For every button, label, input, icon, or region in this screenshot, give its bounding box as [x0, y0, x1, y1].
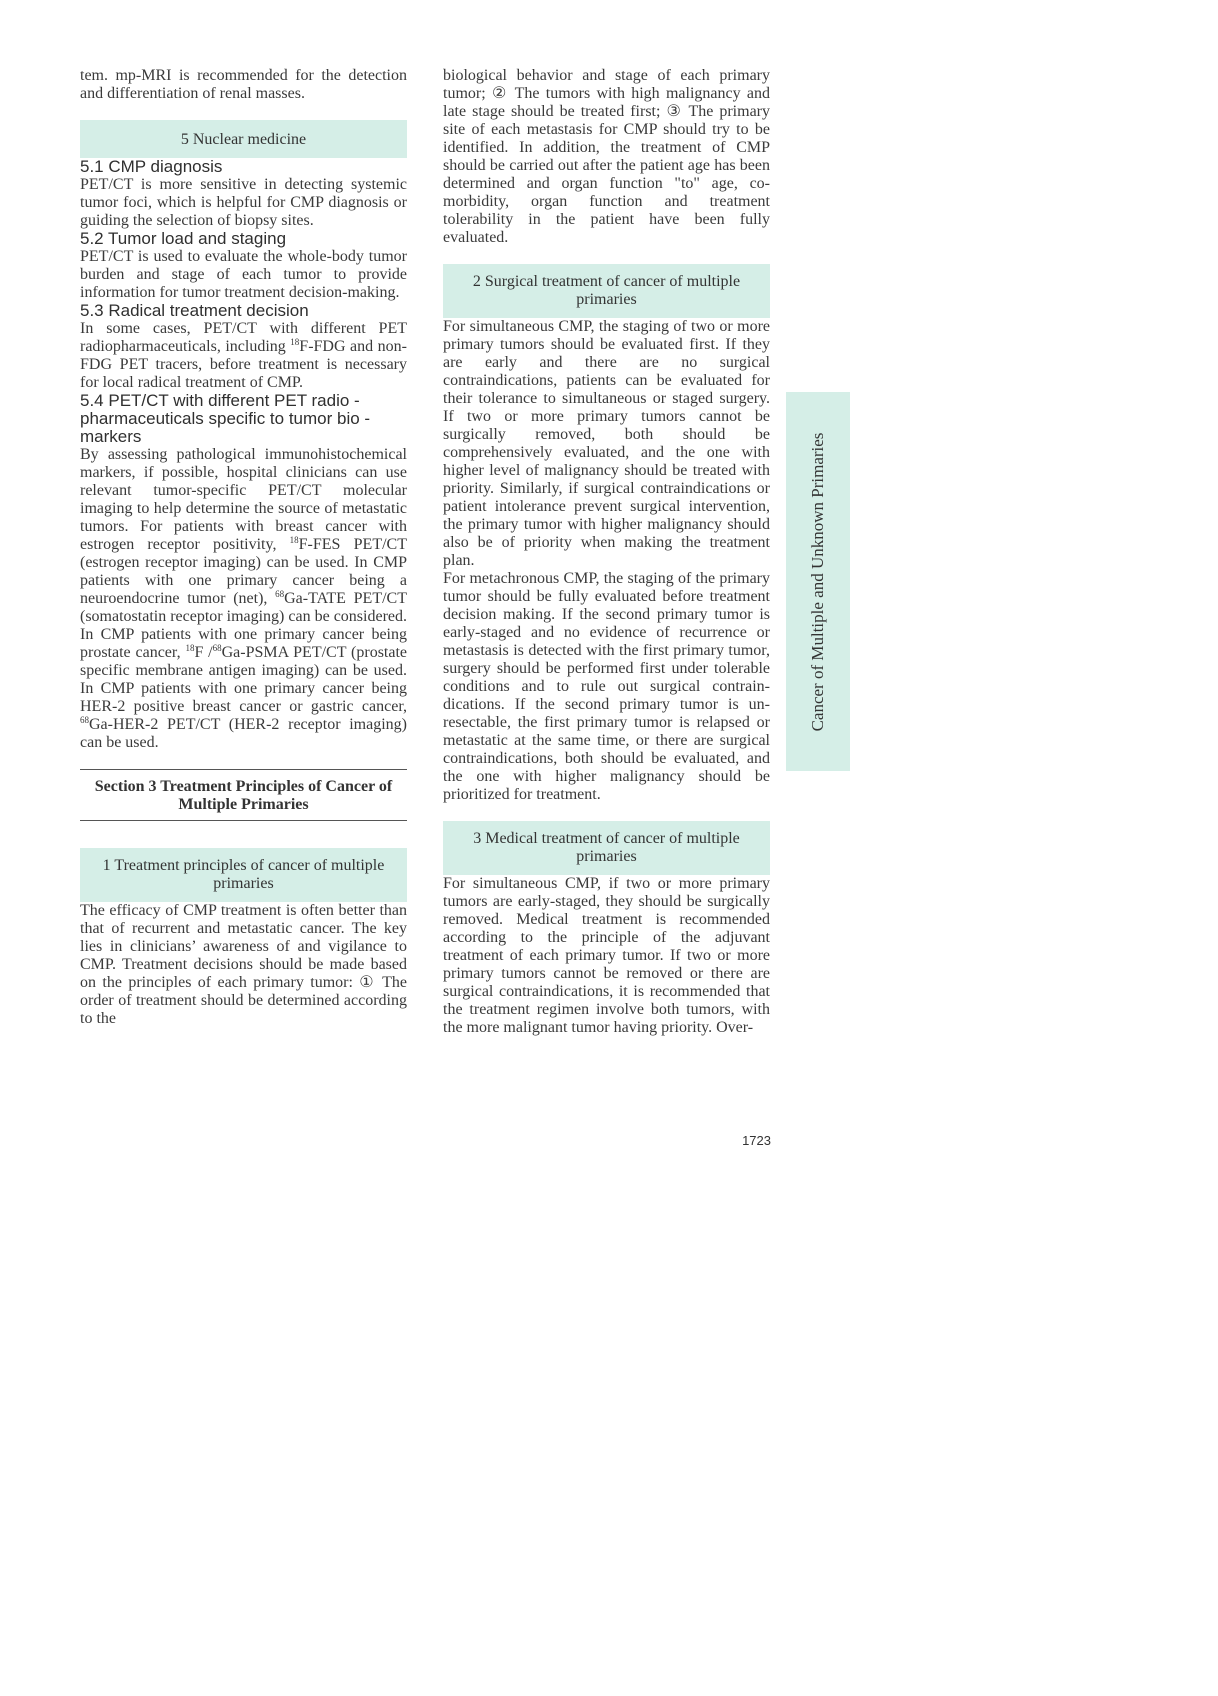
- continued-paragraph: biological behavior and stage of each primary tumor; ② The tumors with high malignancy and late stage should be treated first; ③ The primary site of each metastasis for CMP should try to be identified. In addition, the treatment of CMP should be carried out after the patient age has been determined and organ function "to" age, co-morbidity, organ function and treatment tolerability in the patient have been fully evaluated.: [443, 67, 770, 246]
- isotope-superscript: 18: [289, 535, 299, 545]
- text-run: Ga-TATE PET/CT (somatostatin receptor imaging) can be considered. In CMP patients with one primary cancer being prostate cancer,: [80, 590, 407, 661]
- treatment-principles-text: The efficacy of CMP treatment is often better than that of recurrent and metastatic cancer. The key lies in clinicians’ awareness of and vigilance to CMP. Treatment decisions should be made based on the principles of each primary tumor: ① The order of treatment should be determined according to the: [80, 902, 407, 1027]
- intro-paragraph: tem. mp-MRI is recommended for the detection and differentiation of renal masses.: [80, 67, 407, 102]
- surgical-simultaneous-text: For simultaneous CMP, the staging of two or more primary tumors should be evaluated first. If they are early and there are no surgical contraindications, patients can be evaluated for their tolerance to simultaneous or staged surgery. If two or more primary tumors cannot be surgically removed, both should be comprehensively evaluated, and the one with higher level of malignancy should be treated with priority. Similarly, if surgical contraindications or patient intolerance prevent surgical intervention, the primary tumor with higher malignancy should also be of priority when making the treatment plan.: [443, 318, 770, 569]
- subsection-5-2-title: 5.2 Tumor load and staging: [80, 229, 287, 248]
- surgical-metachronous-text: For metachronous CMP, the staging of the primary tumor should be fully evaluated before treatment decision making. If the second primary tumor is early-staged and no evidence of recurrence or metastasis is detected with the first primary tumor, surgery should be performed first under tolerable conditions and to rule out surgical contraindications. If the second primary tumor is unresectable, the first primary tumor is relapsed or metastatic at the same time, or there are surgical contraindications, both should be evaluated, and the one with higher malignancy should be prioritized for treatment.: [443, 570, 770, 803]
- text-run: F-FES PET/CT (estrogen receptor imaging) can be used. In CMP patients with one primary cancer being a neuroendocrine tumor (net),: [80, 536, 407, 607]
- subsection-5-3-title: 5.3 Radical treatment decision: [80, 301, 309, 320]
- subsection-5-1-title: 5.1 CMP diagnosis: [80, 157, 223, 176]
- subsection-5-3-text: [80, 320, 407, 392]
- left-column: [80, 67, 407, 1028]
- running-side-tab: [786, 392, 850, 771]
- text-run: Ga-HER-2 PET/CT (HER-2 receptor imaging) can be used.: [80, 716, 407, 751]
- isotope-superscript: 68: [275, 589, 285, 599]
- surgical-treatment-heading: 2 Surgical treatment of cancer of multiple primaries: [443, 264, 770, 318]
- side-tab-label: Cancer of Multiple and Unknown Primaries: [808, 432, 827, 731]
- text-run: F-FDG and non-FDG PET tracers, before treatment is necessary for local radical treatment of CMP.: [80, 338, 407, 391]
- nuclear-medicine-heading: 5 Nuclear medicine: [80, 120, 407, 158]
- section-3-heading: Section 3 Treatment Principles of Cancer of Multiple Primaries: [80, 769, 407, 821]
- medical-treatment-heading: 3 Medical treatment of cancer of multiple primaries: [443, 821, 770, 875]
- text-run: In some cases, PET/CT with different PET radiopharmaceuticals, including: [80, 320, 407, 355]
- page-number: 1723: [742, 1133, 771, 1148]
- subsection-5-4-text: [80, 446, 407, 752]
- text-run: By assessing pathological immunohistochemical markers, if possible, hospital clinicians can use relevant tumor-specific PET/CT molecular imaging to help determine the source of metastatic tumors. For patients with breast cancer with estrogen receptor positivity,: [80, 446, 407, 553]
- subsection-5-4-title: 5.4 PET/CT with different PET radio - pharmaceuticals specific to tumor bio - markers: [80, 391, 371, 446]
- isotope-superscript: 68: [80, 715, 89, 725]
- subsection-5-2-text: PET/CT is used to evaluate the whole-body tumor burden and stage of each tumor to provide information for tumor treatment decision-making.: [80, 248, 407, 301]
- text-run: F /: [194, 644, 213, 661]
- isotope-superscript: 18: [185, 643, 195, 653]
- treatment-principles-heading: 1 Treatment principles of cancer of multiple primaries: [80, 848, 407, 902]
- isotope-superscript: 68: [212, 643, 222, 653]
- isotope-superscript: 18: [290, 337, 300, 347]
- text-run: Ga-PSMA PET/CT (prostate specific membrane antigen imaging) can be used. In CMP patients with one primary cancer being HER-2 positive breast cancer or gastric cancer,: [80, 644, 408, 715]
- right-column: [443, 67, 770, 1037]
- subsection-5-1-text: PET/CT is more sensitive in detecting systemic tumor foci, which is helpful for CMP diagnosis or guiding the selection of biopsy sites.: [80, 176, 407, 229]
- medical-treatment-text: For simultaneous CMP, if two or more primary tumors are early-staged, they should be surgically removed. Medical treatment is recommended according to the principle of the adjuvant treatment of each primary tumor. If two or more primary tumors cannot be removed or there are surgical contraindications, it is recommended that the treatment regimen involve both tumors, with the more malignant tumor having priority. Over-: [443, 875, 770, 1036]
